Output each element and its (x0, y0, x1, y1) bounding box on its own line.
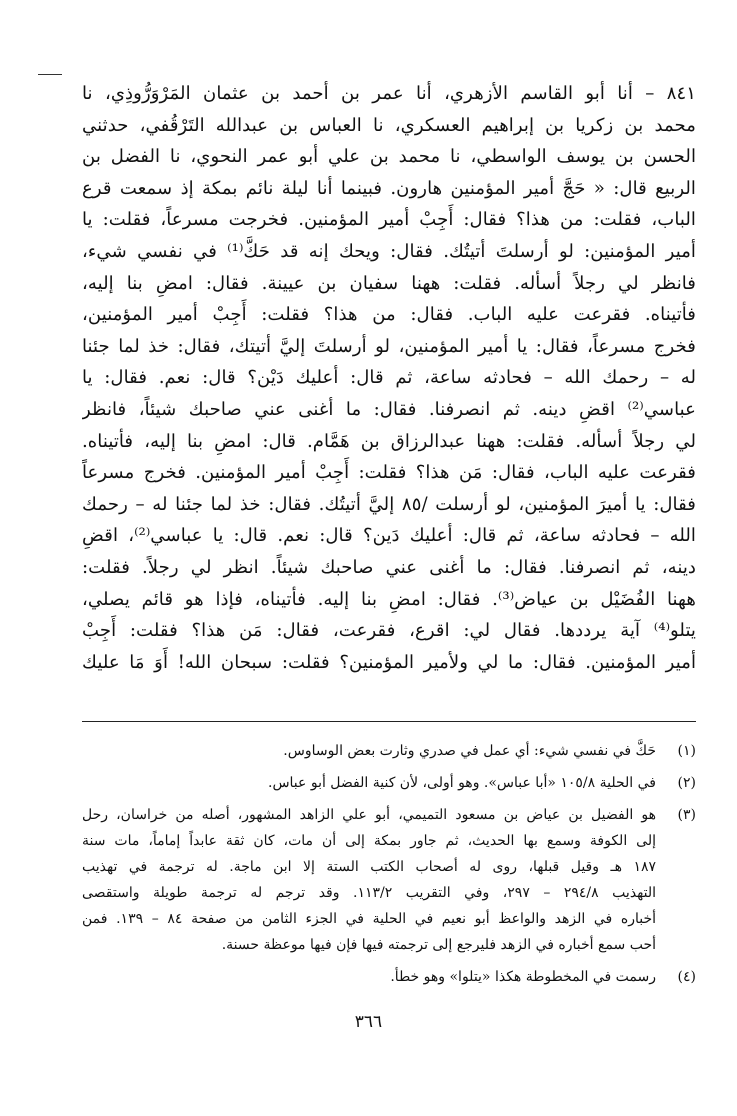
text-line: ٨٤١ – أنا أبو القاسم الأزهري، أنا عمر بن أحمد بن عثمان المَرْوَرُّوذِي، نا (82, 83, 696, 104)
text-line: لي رجلاً أسأله. فقلت: ههنا عبدالرزاق بن هَمَّام. قال: امضِ بنا إليه، فأتيناه. (82, 430, 696, 452)
footnote-body (82, 770, 656, 796)
text-line: فانظر لي رجلاً أسأله. فقلت: ههنا سفيان بن عيينة. فقال: امضِ بنا إليه، (82, 272, 696, 294)
text-line: الربيع قال: « حَجَّ أمير المؤمنين هارون. فبينما أنا ليلة نائم بمكة إذ سمعت قرع (82, 177, 696, 199)
footnote-body (82, 964, 656, 990)
text-line: ههنا الفُضَيْل بن عياض⁽³⁾. فقال: امضِ بنا إليه. فأتيناه، فإذا هو قائم يصلي، (82, 588, 696, 610)
text-line: الباب، فقلت: من هذا؟ فقال: أَجِبْ أمير المؤمنين. فخرجت مسرعاً، فقلت: يا (82, 209, 696, 231)
footnote-number: (٢) (677, 775, 696, 791)
text-line: الله – فحادثه ساعة، ثم قال: أعليك دَين؟ قال: نعم. قال: يا عباسي⁽²⁾، اقضِ (82, 525, 696, 547)
footnote-line: هو الفضيل بن عياض بن مسعود التميمي، أبو علي الزاهد المشهور، أصله من خراسان، رحل (82, 807, 656, 823)
text-line: أمير المؤمنين. فقال: ما لي ولأمير المؤمنين؟ فقلت: سبحان الله! أَوَ مَا عليك (82, 651, 696, 673)
footnotes (82, 738, 696, 996)
footnote-separator (82, 721, 696, 722)
text-line: له – رحمك الله – فحادثه ساعة، ثم قال: أعليك دَيْن؟ قال: نعم. فقال: يا (82, 367, 696, 389)
main-text (82, 78, 696, 678)
footnote-line: رسمت في المخطوطة هكذا «يتلوا» وهو خطأ. (390, 969, 656, 985)
text-line: عباسي⁽²⁾ اقضِ دينه. ثم انصرفنا. فقال: ما أغنى عني صاحبك شيئاً، فانظر (82, 398, 696, 420)
footnote-line: التهذيب ٢٩٤/٨ – ٢٩٧، وفي التقريب ١١٣/٢. وقد ترجم له ترجمة طويلة واستقصى (82, 885, 656, 901)
footnote-number: (٣) (677, 807, 696, 823)
text-line: محمد بن زكريا بن إبراهيم العسكري، نا العباس بن عبدالله التَرْقُفي، حدثني (82, 114, 696, 136)
footnote-body (82, 802, 656, 958)
footnote-line: أحب سمع أخباره في الزهد فليرجع إلى ترجمته فيها فإن فيها موعظة حسنة. (221, 937, 656, 953)
footnote-line: إلى الكوفة وسمع بها الحديث، ثم جاور بمكة إلى أن مات، كان ثقة عابداً إماماً، مات سنة (82, 833, 656, 849)
footnote (82, 802, 696, 958)
text-line: فقال: يا أميرَ المؤمنين، لو أرسلت /٨٥ إليَّ أتيتُك. فقال: خذ لما جئنا له – رحمك (82, 493, 696, 515)
footnote-number: (١) (677, 743, 696, 759)
footnote (82, 964, 696, 990)
footnote-line: أخباره في الزهد والواعظ أبو نعيم في الحلية في الجزء الثامن من صفحة ٨٤ – ١٣٩. فمن (82, 911, 656, 927)
footnote-body (82, 738, 656, 764)
footnote-line: في الحلية ١٠٥/٨ «أبا عباس». وهو أولى، لأن كنية الفضل أبو عباس. (268, 775, 656, 791)
page-number: ٣٦٦ (354, 1012, 383, 1032)
footnote (82, 738, 696, 764)
text-line: فخرج مسرعاً، فقال: يا أمير المؤمنين، لو أرسلتَ إليَّ أتيتك، فقال: خذ لما جئنا (82, 335, 696, 357)
footnote-line: حَكَّ في نفسي شيء: أي عمل في صدري وثارت بعض الوساوس. (283, 743, 656, 759)
margin-mark (38, 74, 62, 75)
text-line: الحسن بن يوسف الواسطي، نا محمد بن علي أبو عمر النحوي، نا الفضل بن (82, 146, 696, 168)
text-line: أمير المؤمنين: لو أرسلتَ أتيتُك. فقال: ويحك إنه قد حَكَّ⁽¹⁾ في نفسي شيء، (82, 240, 696, 262)
text-line: يتلو⁽⁴⁾ آية يرددها. فقال لي: اقرع، فقرعت، فقال: مَن هذا؟ فقلت: أَجِبْ (82, 620, 696, 642)
text-line: فأتيناه. فقرعت عليه الباب. فقال: من هذا؟ فقلت: أَجِبْ أمير المؤمنين، (82, 304, 696, 326)
text-line: دينه، ثم انصرفنا. فقال: ما أغنى عني صاحبك شيئاً. انظر لي رجلاً. فقلت: (82, 556, 696, 578)
text-line: فقرعت عليه الباب، فقال: مَن هذا؟ فقلت: أَجِبْ أمير المؤمنين. فخرج مسرعاً (82, 462, 696, 484)
footnote-line: ١٨٧ هـ وقيل قبلها، روى له أصحاب الكتب الستة إلا ابن ماجة. له ترجمة في تهذيب (82, 859, 656, 875)
footnote-number: (٤) (677, 969, 696, 985)
footnote (82, 770, 696, 796)
